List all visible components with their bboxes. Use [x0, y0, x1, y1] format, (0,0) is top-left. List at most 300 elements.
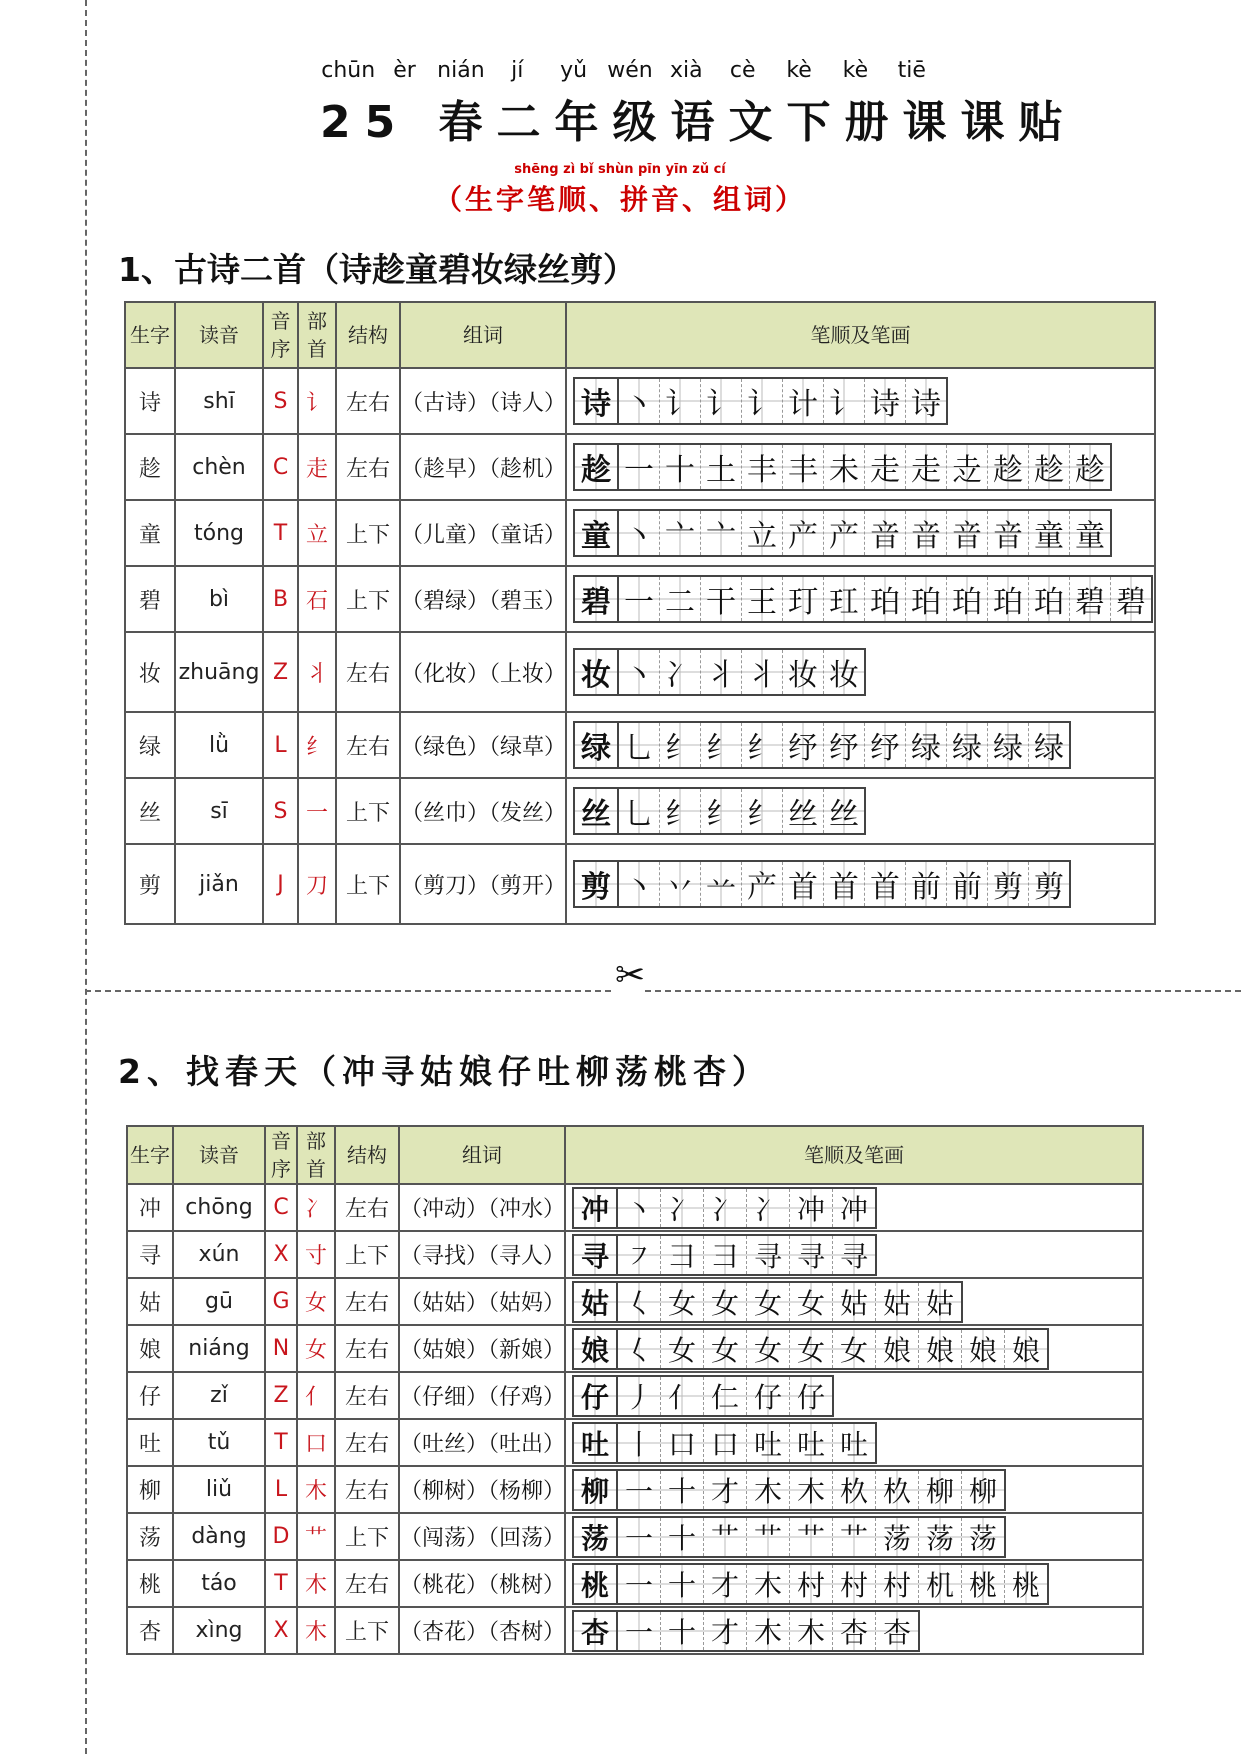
stroke-step: 十 — [660, 445, 701, 489]
cell-order: T — [265, 1419, 297, 1466]
stroke-step: 玎 — [783, 577, 824, 621]
stroke-step: 冲 — [574, 1189, 618, 1227]
cell-structure: 上下 — [336, 566, 400, 632]
stroke-step: 女 — [704, 1283, 747, 1321]
cell-structure: 上下 — [335, 1607, 399, 1654]
stroke-step: 䒑 — [701, 862, 742, 906]
cell-stroke-order — [565, 1372, 1143, 1419]
cell-words: （古诗）（诗人） — [400, 368, 566, 434]
stroke-step: 丬 — [701, 650, 742, 694]
title-pinyin-syllable: xià — [670, 58, 703, 83]
stroke-step: 前 — [947, 862, 988, 906]
stroke-step: 丶 — [619, 650, 660, 694]
col-structure-header: 结构 — [335, 1126, 399, 1184]
cell-radical: 立 — [298, 500, 336, 566]
cell-char: 趁 — [125, 434, 175, 500]
stroke-step: 珀 — [865, 577, 906, 621]
cell-order: B — [263, 566, 298, 632]
cell-radical: 女 — [297, 1278, 335, 1325]
stroke-step: 艹 — [747, 1518, 790, 1556]
section-title: 2、找春天（冲寻姑娘仔吐柳荡桃杏） — [118, 1052, 771, 1091]
stroke-step: 娘 — [1005, 1330, 1047, 1368]
col-structure-header: 结构 — [336, 302, 400, 368]
cell-reading: gū — [173, 1278, 265, 1325]
col-radical-header: 部首 — [297, 1126, 335, 1184]
cell-radical: 丬 — [298, 632, 336, 712]
page-header — [320, 58, 1077, 150]
title-pinyin-syllable: jí — [511, 58, 524, 83]
stroke-step: 绿 — [1029, 723, 1069, 767]
stroke-step: 丝 — [824, 789, 864, 833]
stroke-step: 立 — [742, 511, 783, 555]
stroke-step: 姑 — [833, 1283, 876, 1321]
col-words-header: 组词 — [399, 1126, 565, 1184]
title-pinyin — [320, 58, 940, 86]
stroke-step: 柳 — [919, 1471, 962, 1509]
cell-words: （碧绿）（碧玉） — [400, 566, 566, 632]
cell-reading: shī — [175, 368, 263, 434]
cell-char: 绿 — [125, 712, 175, 778]
table-row — [127, 1231, 1143, 1278]
cell-stroke-order — [565, 1231, 1143, 1278]
cell-char: 丝 — [125, 778, 175, 844]
stroke-step: 纟 — [742, 789, 783, 833]
cell-order: C — [263, 434, 298, 500]
subtitle-pinyin: shēng zì bǐ shùn pīn yīn zǔ cí — [514, 162, 726, 177]
stroke-order-grid — [572, 1328, 1049, 1370]
cell-words: （丝巾）（发丝） — [400, 778, 566, 844]
cell-order: D — [265, 1513, 297, 1560]
cell-structure: 上下 — [336, 778, 400, 844]
stroke-step: 女 — [833, 1330, 876, 1368]
stroke-step: 木 — [747, 1565, 790, 1603]
stroke-step: 娘 — [876, 1330, 919, 1368]
stroke-step: 妆 — [575, 650, 619, 694]
table-row — [127, 1184, 1143, 1231]
stroke-step: 二 — [660, 577, 701, 621]
stroke-step: 冫 — [704, 1189, 747, 1227]
page-title: 25 春二年级语文下册课课贴 — [320, 97, 1077, 148]
stroke-step: 寻 — [790, 1236, 833, 1274]
table-row — [125, 778, 1155, 844]
cell-order: J — [263, 844, 298, 924]
stroke-step: 桃 — [1005, 1565, 1047, 1603]
cell-stroke-order — [565, 1184, 1143, 1231]
stroke-step: 才 — [704, 1565, 747, 1603]
stroke-step: 纾 — [824, 723, 865, 767]
stroke-step: 村 — [876, 1565, 919, 1603]
stroke-step: 产 — [824, 511, 865, 555]
cell-reading: sī — [175, 778, 263, 844]
table-row — [127, 1466, 1143, 1513]
stroke-step: 荡 — [919, 1518, 962, 1556]
cell-structure: 左右 — [336, 368, 400, 434]
stroke-step: 诗 — [906, 379, 946, 423]
stroke-step: 珀 — [1029, 577, 1070, 621]
stroke-order-grid — [572, 1610, 920, 1652]
stroke-step: 趁 — [1029, 445, 1070, 489]
stroke-step: 剪 — [988, 862, 1029, 906]
cell-radical: 木 — [297, 1560, 335, 1607]
stroke-step: 桃 — [962, 1565, 1005, 1603]
stroke-step: 走 — [906, 445, 947, 489]
stroke-order-grid — [573, 443, 1112, 491]
stroke-step: 仔 — [574, 1377, 618, 1415]
cell-structure: 上下 — [336, 500, 400, 566]
cell-stroke-order — [566, 632, 1155, 712]
stroke-step: 女 — [790, 1283, 833, 1321]
cell-char: 柳 — [127, 1466, 173, 1513]
cell-char: 童 — [125, 500, 175, 566]
col-radical-header: 部首 — [298, 302, 336, 368]
cell-structure: 左右 — [336, 632, 400, 712]
cell-structure: 左右 — [335, 1419, 399, 1466]
stroke-step: 吐 — [747, 1424, 790, 1462]
table-row — [125, 368, 1155, 434]
stroke-step: 童 — [1070, 511, 1110, 555]
stroke-step: 趁 — [1070, 445, 1110, 489]
section-title: 1、古诗二首（诗趁童碧妆绿丝剪） — [118, 250, 636, 289]
cell-reading: xìng — [173, 1607, 265, 1654]
title-pinyin-syllable: nián — [437, 58, 485, 83]
stroke-step: 十 — [661, 1471, 704, 1509]
stroke-step: 女 — [747, 1283, 790, 1321]
cell-radical: 石 — [298, 566, 336, 632]
col-reading-header: 读音 — [173, 1126, 265, 1184]
stroke-step: 艹 — [790, 1518, 833, 1556]
stroke-step: 绿 — [947, 723, 988, 767]
cell-reading: jiǎn — [175, 844, 263, 924]
stroke-step: 才 — [704, 1612, 747, 1650]
cell-reading: niáng — [173, 1325, 265, 1372]
stroke-step: 荡 — [574, 1518, 618, 1556]
stroke-step: 纾 — [783, 723, 824, 767]
stroke-step: 娘 — [962, 1330, 1005, 1368]
stroke-step: 纟 — [660, 723, 701, 767]
table-header-row — [127, 1126, 1143, 1184]
stroke-step: ⺕ — [661, 1236, 704, 1274]
stroke-step: 杏 — [833, 1612, 876, 1650]
stroke-order-grid — [573, 509, 1112, 557]
stroke-step: 土 — [701, 445, 742, 489]
stroke-step: 趁 — [575, 445, 619, 489]
stroke-step: 冫 — [661, 1189, 704, 1227]
stroke-step: 口 — [704, 1424, 747, 1462]
stroke-step: 一 — [619, 577, 660, 621]
stroke-step: 首 — [783, 862, 824, 906]
table-row — [125, 500, 1155, 566]
stroke-step: 仁 — [704, 1377, 747, 1415]
cell-reading: tóng — [175, 500, 263, 566]
stroke-step: 乚 — [619, 723, 660, 767]
title-pinyin-syllable: èr — [393, 58, 416, 83]
cell-words: （剪刀）（剪开） — [400, 844, 566, 924]
stroke-step: 寻 — [574, 1236, 618, 1274]
stroke-step: 珀 — [906, 577, 947, 621]
stroke-step: 王 — [742, 577, 783, 621]
cell-structure: 左右 — [335, 1560, 399, 1607]
stroke-step: 丶 — [619, 862, 660, 906]
stroke-step: 赱 — [947, 445, 988, 489]
stroke-step: 吐 — [833, 1424, 875, 1462]
stroke-step: 村 — [833, 1565, 876, 1603]
stroke-step: 妆 — [824, 650, 864, 694]
stroke-step: 姑 — [919, 1283, 961, 1321]
stroke-order-grid — [573, 575, 1153, 623]
cell-reading: bì — [175, 566, 263, 632]
stroke-step: 寻 — [747, 1236, 790, 1274]
stroke-step: 寻 — [833, 1236, 875, 1274]
cell-order: X — [265, 1607, 297, 1654]
table-row — [127, 1325, 1143, 1372]
cell-radical: 寸 — [297, 1231, 335, 1278]
cell-radical: 冫 — [297, 1184, 335, 1231]
cell-char: 吐 — [127, 1419, 173, 1466]
col-strokes-header: 笔顺及笔画 — [566, 302, 1155, 368]
stroke-step: 丰 — [783, 445, 824, 489]
stroke-step: 妆 — [783, 650, 824, 694]
stroke-step: 纟 — [701, 723, 742, 767]
cell-radical: 木 — [297, 1466, 335, 1513]
stroke-step: 讠 — [824, 379, 865, 423]
stroke-step: 丶 — [619, 379, 660, 423]
cell-words: （寻找）（寻人） — [399, 1231, 565, 1278]
stroke-step: 剪 — [1029, 862, 1069, 906]
stroke-order-grid — [572, 1563, 1049, 1605]
cell-radical: 木 — [297, 1607, 335, 1654]
table-row — [127, 1278, 1143, 1325]
stroke-step: 荡 — [962, 1518, 1004, 1556]
stroke-step: 讠 — [742, 379, 783, 423]
stroke-step: 木 — [790, 1612, 833, 1650]
scissors-icon: ✂ — [615, 955, 646, 996]
stroke-step: 碧 — [1111, 577, 1151, 621]
cell-order: Z — [263, 632, 298, 712]
cell-structure: 左右 — [335, 1325, 399, 1372]
cell-reading: xún — [173, 1231, 265, 1278]
stroke-step: 机 — [919, 1565, 962, 1603]
cell-stroke-order — [565, 1466, 1143, 1513]
cell-char: 仔 — [127, 1372, 173, 1419]
stroke-order-grid — [572, 1234, 877, 1276]
col-reading-header: 读音 — [175, 302, 263, 368]
col-char-header: 生字 — [127, 1126, 173, 1184]
cell-radical: 纟 — [298, 712, 336, 778]
table-header-row — [125, 302, 1155, 368]
stroke-step: 音 — [865, 511, 906, 555]
cell-order: C — [265, 1184, 297, 1231]
stroke-step: 纟 — [660, 789, 701, 833]
cell-radical: 口 — [297, 1419, 335, 1466]
table-row — [127, 1607, 1143, 1654]
stroke-step: 娘 — [574, 1330, 618, 1368]
table-body — [125, 368, 1155, 924]
stroke-step: 冫 — [660, 650, 701, 694]
cell-radical: 走 — [298, 434, 336, 500]
stroke-step: 讠 — [701, 379, 742, 423]
stroke-step: 艹 — [833, 1518, 876, 1556]
stroke-step: 诗 — [575, 379, 619, 423]
cell-structure: 左右 — [336, 712, 400, 778]
cell-char: 诗 — [125, 368, 175, 434]
stroke-step: 女 — [747, 1330, 790, 1368]
cell-words: （冲动）（冲水） — [399, 1184, 565, 1231]
stroke-step: 才 — [704, 1471, 747, 1509]
stroke-step: 诗 — [865, 379, 906, 423]
cell-words: （姑姑）（姑妈） — [399, 1278, 565, 1325]
cell-structure: 左右 — [335, 1184, 399, 1231]
stroke-step: 一 — [618, 1612, 661, 1650]
stroke-step: ㇇ — [618, 1236, 661, 1274]
stroke-step: 口 — [661, 1424, 704, 1462]
table-body — [127, 1184, 1143, 1654]
cell-reading: táo — [173, 1560, 265, 1607]
stroke-step: 音 — [988, 511, 1029, 555]
cell-char: 妆 — [125, 632, 175, 712]
cell-stroke-order — [566, 434, 1155, 500]
stroke-order-grid — [572, 1375, 834, 1417]
stroke-step: 讠 — [660, 379, 701, 423]
cell-structure: 左右 — [335, 1278, 399, 1325]
page-subtitle: （生字笔顺、拼音、组词） — [433, 183, 806, 216]
stroke-step: 碧 — [575, 577, 619, 621]
cell-structure: 左右 — [335, 1372, 399, 1419]
stroke-step: 纾 — [865, 723, 906, 767]
stroke-step: 珀 — [947, 577, 988, 621]
stroke-step: 亠 — [701, 511, 742, 555]
stroke-step: 丶 — [618, 1189, 661, 1227]
stroke-step: 女 — [704, 1330, 747, 1368]
cell-stroke-order — [565, 1325, 1143, 1372]
stroke-step: 丨 — [618, 1424, 661, 1462]
cell-radical: 女 — [297, 1325, 335, 1372]
stroke-step: 童 — [1029, 511, 1070, 555]
stroke-step: 𡿨 — [618, 1283, 661, 1321]
cell-order: X — [265, 1231, 297, 1278]
col-strokes-header: 笔顺及笔画 — [565, 1126, 1143, 1184]
cell-stroke-order — [566, 778, 1155, 844]
stroke-step: 丝 — [783, 789, 824, 833]
cell-order: T — [265, 1560, 297, 1607]
stroke-step: 丝 — [575, 789, 619, 833]
stroke-step: 丰 — [742, 445, 783, 489]
cell-order: G — [265, 1278, 297, 1325]
cell-words: （桃花）（桃树） — [399, 1560, 565, 1607]
stroke-step: 童 — [575, 511, 619, 555]
stroke-step: 一 — [618, 1518, 661, 1556]
cell-reading: zhuāng — [175, 632, 263, 712]
stroke-step: 产 — [783, 511, 824, 555]
cell-stroke-order — [566, 500, 1155, 566]
cell-reading: zǐ — [173, 1372, 265, 1419]
cell-words: （儿童）（童话） — [400, 500, 566, 566]
cell-words: （绿色）（绿草） — [400, 712, 566, 778]
stroke-order-grid — [573, 648, 866, 696]
cell-char: 桃 — [127, 1560, 173, 1607]
stroke-step: 音 — [947, 511, 988, 555]
character-table — [126, 1125, 1144, 1655]
title-pinyin-syllable: wén — [607, 58, 653, 83]
stroke-order-grid — [572, 1422, 877, 1464]
stroke-step: 计 — [783, 379, 824, 423]
cell-stroke-order — [565, 1278, 1143, 1325]
stroke-step: 绿 — [906, 723, 947, 767]
cell-structure: 上下 — [335, 1513, 399, 1560]
stroke-step: 纟 — [701, 789, 742, 833]
cell-structure: 上下 — [336, 844, 400, 924]
stroke-step: 十 — [661, 1612, 704, 1650]
cell-order: T — [263, 500, 298, 566]
stroke-step: 杦 — [876, 1471, 919, 1509]
stroke-step: 吐 — [574, 1424, 618, 1462]
character-table — [124, 301, 1156, 925]
table-row — [127, 1560, 1143, 1607]
stroke-order-grid — [572, 1281, 963, 1323]
stroke-step: 杦 — [833, 1471, 876, 1509]
table-row — [127, 1372, 1143, 1419]
cell-structure: 左右 — [336, 434, 400, 500]
cell-stroke-order — [565, 1513, 1143, 1560]
stroke-step: 前 — [906, 862, 947, 906]
cell-char: 寻 — [127, 1231, 173, 1278]
stroke-step: 杏 — [876, 1612, 918, 1650]
stroke-step: 彐 — [704, 1236, 747, 1274]
cell-stroke-order — [565, 1419, 1143, 1466]
cell-words: （闯荡）（回荡） — [399, 1513, 565, 1560]
stroke-step: 杏 — [574, 1612, 618, 1650]
stroke-step: 丶 — [619, 511, 660, 555]
stroke-step: 冫 — [747, 1189, 790, 1227]
stroke-order-grid — [572, 1516, 1006, 1558]
cell-stroke-order — [565, 1607, 1143, 1654]
stroke-order-grid — [573, 860, 1071, 908]
cell-structure: 上下 — [335, 1231, 399, 1278]
stroke-step: 音 — [906, 511, 947, 555]
stroke-step: 艹 — [704, 1518, 747, 1556]
title-pinyin-syllable: cè — [729, 58, 756, 83]
cell-radical: 艹 — [297, 1513, 335, 1560]
stroke-step: 首 — [865, 862, 906, 906]
stroke-step: 珀 — [988, 577, 1029, 621]
cell-reading: chèn — [175, 434, 263, 500]
cell-radical: 亻 — [297, 1372, 335, 1419]
stroke-step: 柳 — [574, 1471, 618, 1509]
cell-order: Z — [265, 1372, 297, 1419]
stroke-step: 仔 — [790, 1377, 832, 1415]
cell-stroke-order — [566, 368, 1155, 434]
stroke-step: 冲 — [790, 1189, 833, 1227]
stroke-step: 玒 — [824, 577, 865, 621]
stroke-step: 纟 — [742, 723, 783, 767]
stroke-step: 仔 — [747, 1377, 790, 1415]
stroke-step: 十 — [661, 1518, 704, 1556]
cell-order: S — [263, 778, 298, 844]
stroke-step: 丬 — [742, 650, 783, 694]
stroke-step: 绿 — [988, 723, 1029, 767]
stroke-step: 走 — [865, 445, 906, 489]
stroke-order-grid — [573, 787, 866, 835]
cell-char: 杏 — [127, 1607, 173, 1654]
stroke-step: 亻 — [661, 1377, 704, 1415]
stroke-step: 姑 — [574, 1283, 618, 1321]
cell-char: 姑 — [127, 1278, 173, 1325]
stroke-step: 趁 — [988, 445, 1029, 489]
stroke-step: 未 — [824, 445, 865, 489]
stroke-step: 木 — [747, 1471, 790, 1509]
stroke-step: 绿 — [575, 723, 619, 767]
table-row — [125, 844, 1155, 924]
table-row — [125, 712, 1155, 778]
